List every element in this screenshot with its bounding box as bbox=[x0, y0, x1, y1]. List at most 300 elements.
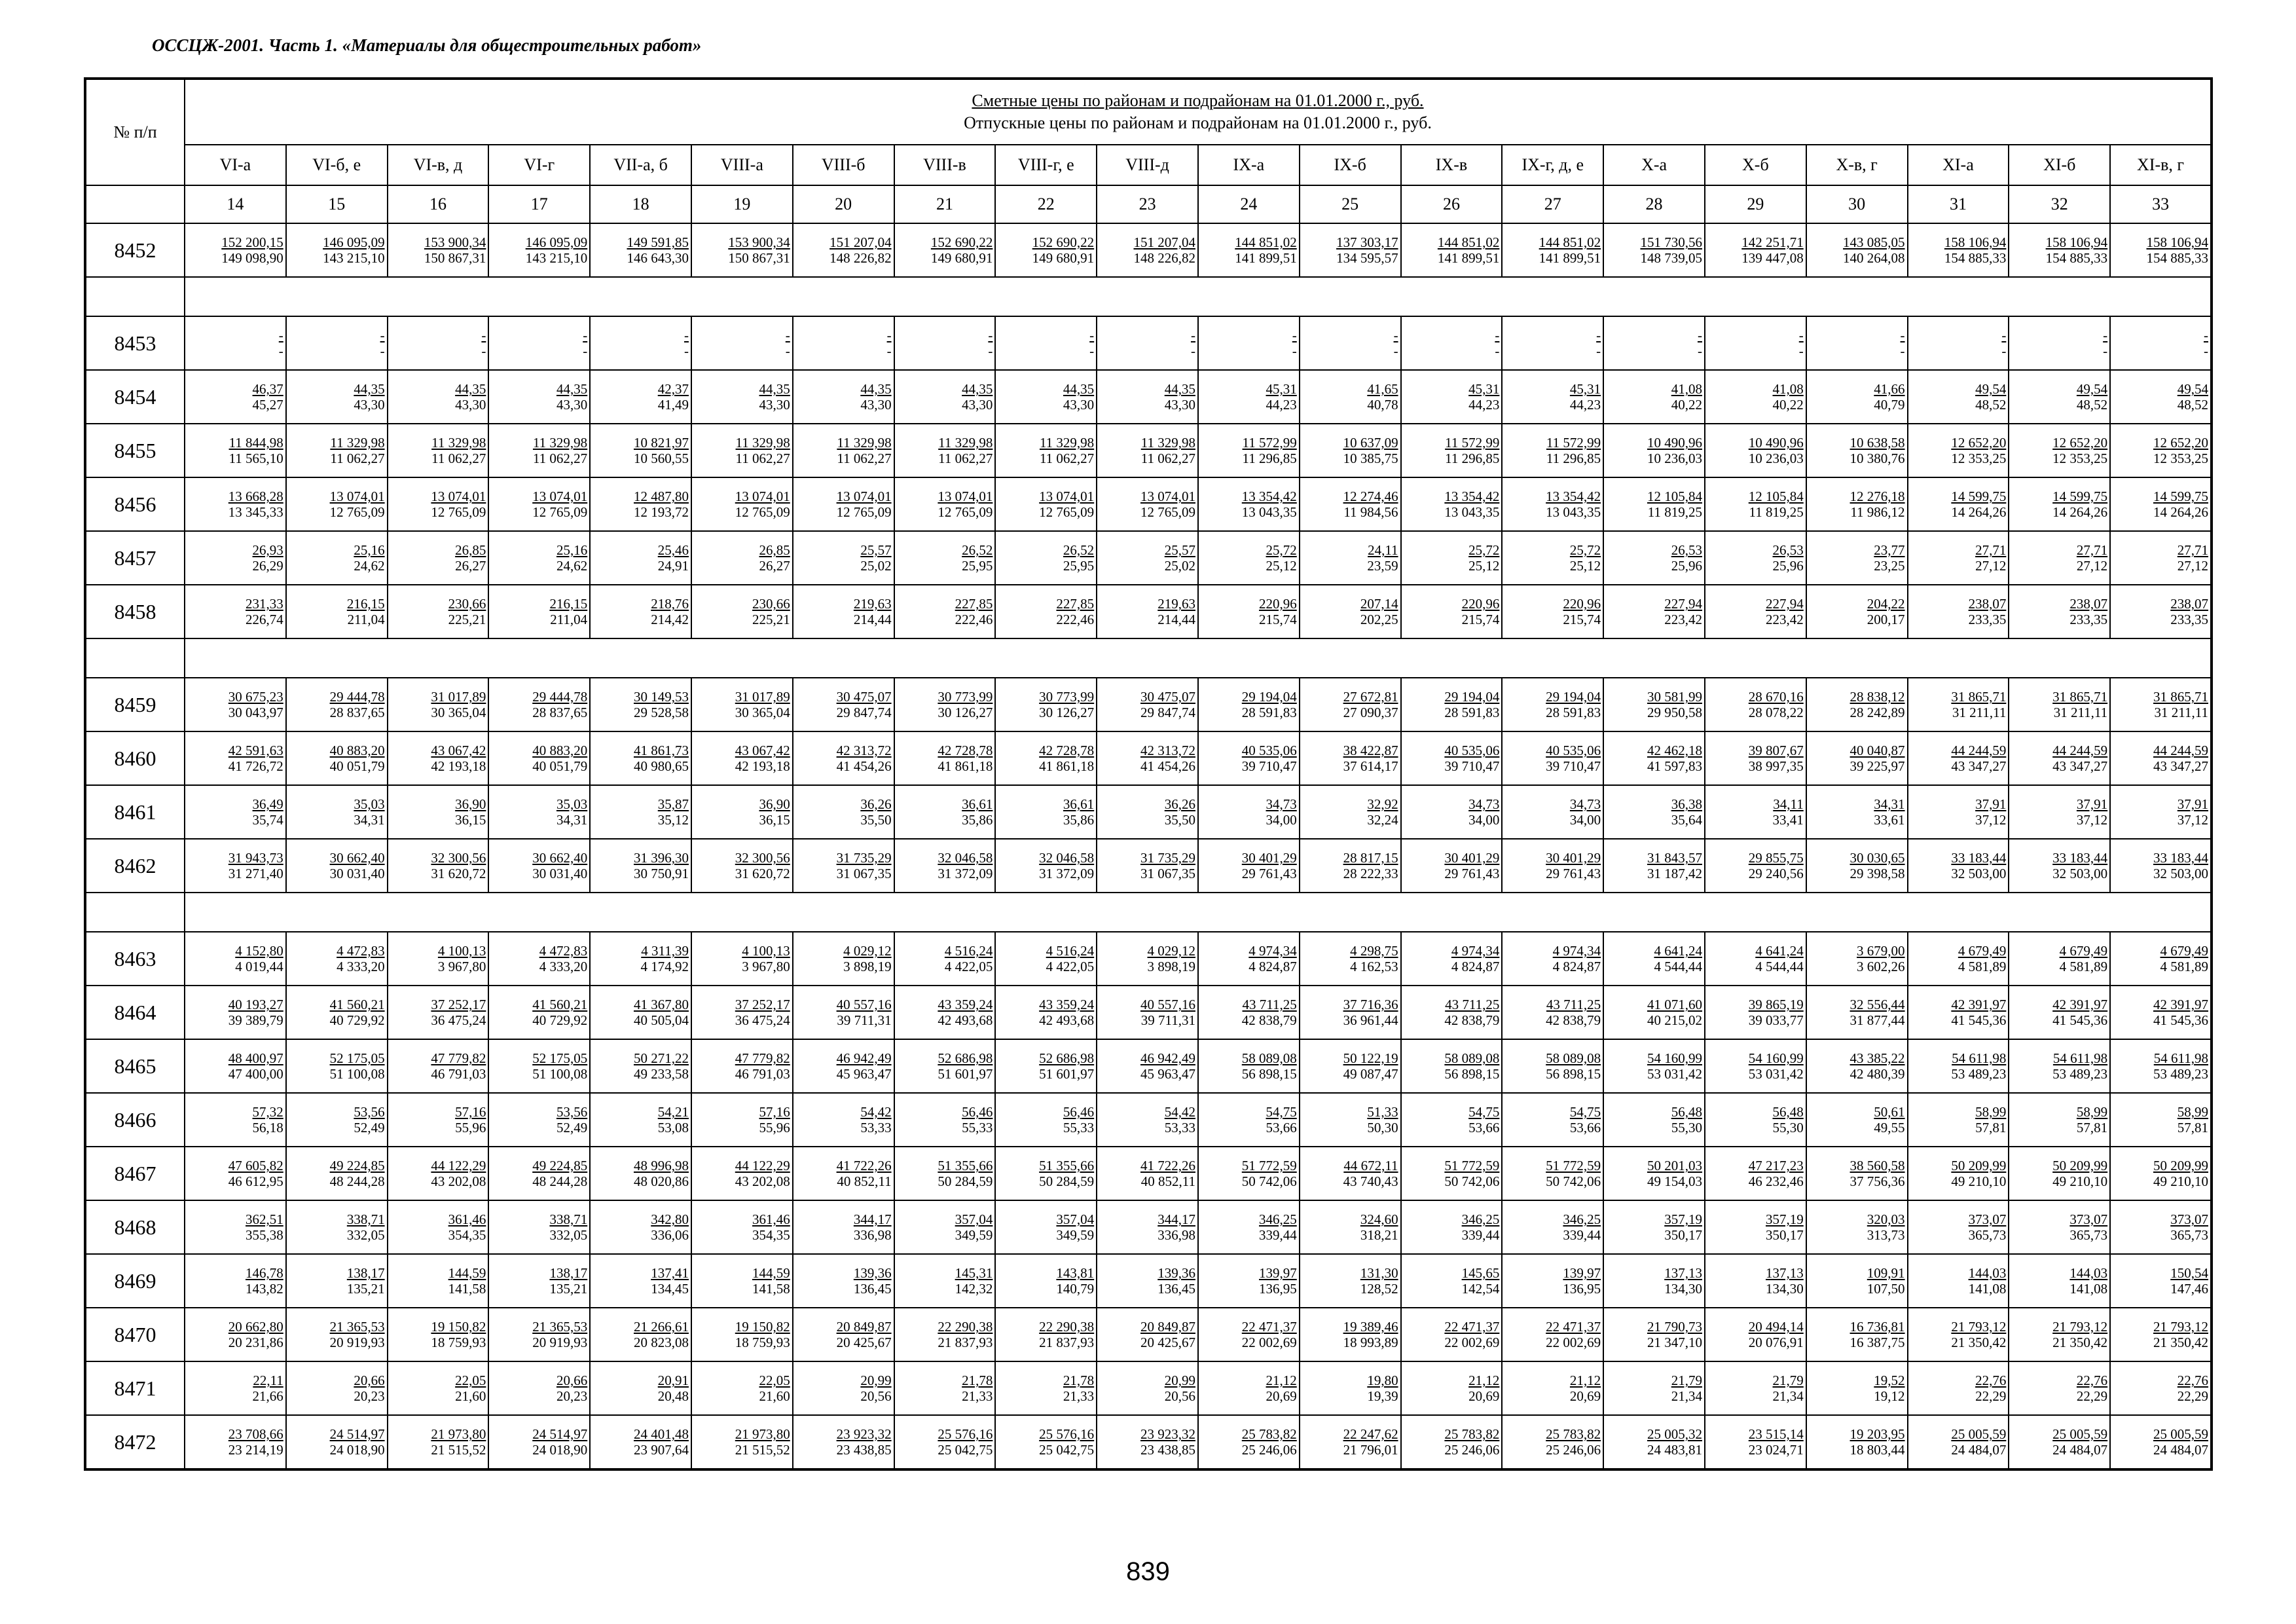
section-gap-row bbox=[85, 277, 2212, 316]
price-cell bbox=[185, 477, 286, 531]
estimated-price: 42 591,63 bbox=[228, 743, 283, 758]
release-price: 33,41 bbox=[1772, 812, 1804, 828]
estimated-price: 27,71 bbox=[2177, 542, 2208, 558]
price-cell bbox=[1705, 477, 1806, 531]
estimated-price: 10 490,96 bbox=[1748, 435, 1804, 451]
estimated-price: 27,71 bbox=[1975, 542, 2007, 558]
release-price: 223,42 bbox=[1766, 612, 1804, 627]
price-cell bbox=[793, 1093, 894, 1147]
release-price: 53 489,23 bbox=[2153, 1066, 2208, 1082]
release-price: 10 236,03 bbox=[1647, 451, 1702, 466]
release-price: 332,05 bbox=[346, 1227, 385, 1243]
release-price: 215,74 bbox=[1563, 612, 1601, 627]
release-price: 21 350,42 bbox=[2153, 1335, 2208, 1350]
release-price: 57,81 bbox=[2177, 1120, 2208, 1135]
price-cell bbox=[590, 585, 691, 638]
price-cell bbox=[1908, 678, 2009, 731]
estimated-price: 25,46 bbox=[657, 542, 689, 558]
row-id: 8462 bbox=[85, 839, 185, 893]
price-cell bbox=[1908, 316, 2009, 370]
estimated-price: 23 923,32 bbox=[836, 1426, 892, 1442]
price-cell bbox=[1502, 223, 1603, 277]
price-cell bbox=[286, 316, 388, 370]
release-price: 45,27 bbox=[252, 397, 283, 413]
price-cell bbox=[995, 1147, 1097, 1200]
estimated-price: 26,53 bbox=[1772, 542, 1804, 558]
release-price: 31 211,11 bbox=[2053, 705, 2108, 720]
release-price: 12 765,09 bbox=[938, 504, 993, 520]
estimated-price: 31 017,89 bbox=[735, 689, 790, 705]
estimated-price: 45,31 bbox=[1266, 381, 1297, 397]
estimated-price: 320,03 bbox=[1867, 1211, 1905, 1227]
release-price: 40 980,65 bbox=[633, 758, 689, 774]
release-price: 55,96 bbox=[455, 1120, 486, 1135]
estimated-price: 31 943,73 bbox=[228, 850, 283, 866]
table-title-row bbox=[85, 79, 2212, 145]
estimated-price: - bbox=[988, 327, 993, 343]
price-cell bbox=[2009, 477, 2110, 531]
price-cell bbox=[1097, 531, 1198, 585]
estimated-price: 41,66 bbox=[1874, 381, 1905, 397]
estimated-price: 22,05 bbox=[455, 1373, 486, 1388]
estimated-price: 41 560,21 bbox=[532, 997, 588, 1012]
estimated-price: 109,91 bbox=[1867, 1265, 1905, 1281]
estimated-price: 4 029,12 bbox=[843, 943, 892, 959]
estimated-price: 41,08 bbox=[1772, 381, 1804, 397]
region-header: VII-а, б bbox=[590, 145, 691, 185]
estimated-price: 30 773,99 bbox=[938, 689, 993, 705]
price-cell bbox=[1097, 932, 1198, 986]
release-price: 21 347,10 bbox=[1647, 1335, 1702, 1350]
region-header: VI-б, е bbox=[286, 145, 388, 185]
release-price: 11 062,27 bbox=[837, 451, 892, 466]
estimated-price: 11 329,98 bbox=[837, 435, 892, 451]
release-price: 40 729,92 bbox=[329, 1012, 385, 1028]
release-price: 12 765,09 bbox=[431, 504, 486, 520]
estimated-price: 19 389,46 bbox=[1343, 1319, 1398, 1335]
release-price: 143 215,10 bbox=[525, 250, 588, 266]
estimated-price: 29 444,78 bbox=[532, 689, 588, 705]
release-price: 29 761,43 bbox=[1241, 866, 1297, 881]
price-cell bbox=[1806, 370, 1908, 424]
price-cell bbox=[1705, 1254, 1806, 1308]
estimated-price: 26,93 bbox=[252, 542, 283, 558]
release-price: 30 126,27 bbox=[1039, 705, 1095, 720]
release-price: 23 024,71 bbox=[1748, 1442, 1804, 1458]
release-price: 20,69 bbox=[1569, 1388, 1601, 1404]
estimated-price: 146 095,09 bbox=[323, 234, 385, 250]
estimated-price: 25 005,59 bbox=[2153, 1426, 2208, 1442]
release-price: 55,30 bbox=[1772, 1120, 1804, 1135]
estimated-price: 21,79 bbox=[1671, 1373, 1702, 1388]
price-cell bbox=[1300, 1093, 1401, 1147]
release-price: 33,61 bbox=[1874, 812, 1905, 828]
price-cell bbox=[1300, 1361, 1401, 1415]
estimated-price: 12 274,46 bbox=[1343, 489, 1398, 504]
estimated-price: 31 865,71 bbox=[1951, 689, 2007, 705]
release-price: 339,44 bbox=[1563, 1227, 1601, 1243]
price-cell bbox=[2110, 585, 2212, 638]
price-cell bbox=[793, 1254, 894, 1308]
release-price: 30 365,04 bbox=[431, 705, 486, 720]
estimated-price: - bbox=[683, 327, 689, 343]
price-cell bbox=[2110, 1200, 2212, 1254]
price-cell bbox=[1806, 731, 1908, 785]
estimated-price: 40 557,16 bbox=[836, 997, 892, 1012]
estimated-price: 58 089,08 bbox=[1241, 1050, 1297, 1066]
estimated-price: 43 067,42 bbox=[431, 743, 486, 758]
estimated-price: 16 736,81 bbox=[1850, 1319, 1905, 1335]
release-price: 22,29 bbox=[2076, 1388, 2108, 1404]
release-price: 12 353,25 bbox=[1951, 451, 2007, 466]
release-price: 42 493,68 bbox=[938, 1012, 993, 1028]
estimated-price: 21 793,12 bbox=[2052, 1319, 2108, 1335]
estimated-price: 58,99 bbox=[2177, 1104, 2208, 1120]
release-price: 36 475,24 bbox=[735, 1012, 790, 1028]
price-cell bbox=[1705, 223, 1806, 277]
estimated-price: 21 790,73 bbox=[1647, 1319, 1702, 1335]
estimated-price: 137,13 bbox=[1664, 1265, 1702, 1281]
region-header: VIII-а bbox=[691, 145, 793, 185]
release-price: 11 062,27 bbox=[1039, 451, 1095, 466]
release-price: 28 591,83 bbox=[1546, 705, 1601, 720]
price-cell bbox=[1097, 1361, 1198, 1415]
price-cell bbox=[995, 839, 1097, 893]
estimated-price: 30 662,40 bbox=[329, 850, 385, 866]
price-cell bbox=[1908, 477, 2009, 531]
estimated-price: 19,80 bbox=[1367, 1373, 1398, 1388]
estimated-price: 145,65 bbox=[1461, 1265, 1500, 1281]
estimated-price: 44 244,59 bbox=[1951, 743, 2007, 758]
price-cell bbox=[1908, 531, 2009, 585]
release-price: 28 078,22 bbox=[1748, 705, 1804, 720]
release-price: 49 233,58 bbox=[633, 1066, 689, 1082]
price-cell bbox=[590, 1093, 691, 1147]
price-cell bbox=[995, 731, 1097, 785]
row-id: 8454 bbox=[85, 370, 185, 424]
release-price: 22,29 bbox=[2177, 1388, 2208, 1404]
price-cell bbox=[894, 1308, 996, 1361]
release-price: 39 711,31 bbox=[1140, 1012, 1195, 1028]
estimated-price: 22,76 bbox=[2177, 1373, 2208, 1388]
price-cell bbox=[1502, 1200, 1603, 1254]
release-price: 53,66 bbox=[1569, 1120, 1601, 1135]
estimated-price: 31 017,89 bbox=[431, 689, 486, 705]
estimated-price: 43 711,25 bbox=[1445, 997, 1500, 1012]
estimated-price: 344,17 bbox=[1157, 1211, 1195, 1227]
price-cell bbox=[2110, 731, 2212, 785]
release-price: 52,49 bbox=[556, 1120, 588, 1135]
table-row bbox=[85, 785, 2212, 839]
estimated-price: - bbox=[2204, 327, 2208, 343]
release-price: 36,15 bbox=[759, 812, 790, 828]
section-gap-row bbox=[85, 893, 2212, 932]
estimated-price: 11 329,98 bbox=[1140, 435, 1195, 451]
estimated-price: - bbox=[1495, 327, 1500, 343]
price-cell bbox=[388, 678, 489, 731]
release-price: 25 246,06 bbox=[1241, 1442, 1297, 1458]
estimated-price: 57,32 bbox=[252, 1104, 283, 1120]
estimated-price: 44,35 bbox=[860, 381, 892, 397]
estimated-price: 26,53 bbox=[1671, 542, 1702, 558]
release-price: 56 898,15 bbox=[1546, 1066, 1601, 1082]
estimated-price: 36,90 bbox=[759, 796, 790, 812]
column-number: 30 bbox=[1806, 185, 1908, 223]
estimated-price: 3 679,00 bbox=[1857, 943, 1905, 959]
price-cell bbox=[691, 839, 793, 893]
price-cell bbox=[488, 678, 590, 731]
release-price: 39 710,47 bbox=[1444, 758, 1500, 774]
price-cell bbox=[793, 370, 894, 424]
column-number: 25 bbox=[1300, 185, 1401, 223]
estimated-price: 27,71 bbox=[2076, 542, 2108, 558]
release-price: 25,95 bbox=[962, 558, 993, 574]
estimated-price: - bbox=[278, 327, 283, 343]
price-cell bbox=[1705, 585, 1806, 638]
estimated-price: 11 329,98 bbox=[938, 435, 993, 451]
price-cell bbox=[2110, 932, 2212, 986]
release-price: 20,23 bbox=[354, 1388, 385, 1404]
price-cell bbox=[488, 477, 590, 531]
release-price: 339,44 bbox=[1259, 1227, 1297, 1243]
estimated-price: 20,91 bbox=[657, 1373, 689, 1388]
estimated-price: 152 200,15 bbox=[221, 234, 283, 250]
estimated-price: 158 106,94 bbox=[2045, 234, 2108, 250]
estimated-price: 13 074,01 bbox=[836, 489, 892, 504]
price-cell bbox=[488, 370, 590, 424]
release-price: 37,12 bbox=[2076, 812, 2108, 828]
estimated-price: 20,99 bbox=[1164, 1373, 1195, 1388]
release-price: 12 765,09 bbox=[532, 504, 588, 520]
price-cell bbox=[590, 986, 691, 1039]
price-cell bbox=[1300, 839, 1401, 893]
column-number: 23 bbox=[1097, 185, 1198, 223]
estimated-price: 42,37 bbox=[657, 381, 689, 397]
release-price: 40 852,11 bbox=[837, 1173, 892, 1189]
price-cell bbox=[1806, 1147, 1908, 1200]
release-price: 13 043,35 bbox=[1241, 504, 1297, 520]
release-price: 4 581,89 bbox=[2160, 959, 2208, 974]
price-cell bbox=[894, 370, 996, 424]
price-cell bbox=[1603, 1415, 1705, 1469]
price-cell bbox=[894, 1093, 996, 1147]
estimated-price: 12 105,84 bbox=[1647, 489, 1702, 504]
estimated-price: 25 005,59 bbox=[1951, 1426, 2007, 1442]
price-cell bbox=[1300, 1415, 1401, 1469]
estimated-price: 44 122,29 bbox=[735, 1158, 790, 1173]
price-cell bbox=[1097, 785, 1198, 839]
release-price: 222,46 bbox=[955, 612, 993, 627]
price-cell bbox=[2110, 1147, 2212, 1200]
price-cell bbox=[286, 1093, 388, 1147]
estimated-price: 40 193,27 bbox=[228, 997, 283, 1012]
region-header: IX-г, д, е bbox=[1502, 145, 1603, 185]
price-cell bbox=[388, 424, 489, 477]
estimated-price: 12 105,84 bbox=[1748, 489, 1804, 504]
release-price: - bbox=[683, 343, 689, 359]
price-cell bbox=[590, 477, 691, 531]
price-cell bbox=[1603, 1093, 1705, 1147]
estimated-price: 151 730,56 bbox=[1640, 234, 1702, 250]
release-price: 42 193,18 bbox=[431, 758, 486, 774]
gap-cell bbox=[185, 277, 2212, 316]
column-number: 24 bbox=[1198, 185, 1300, 223]
release-price: 18 803,44 bbox=[1850, 1442, 1905, 1458]
release-price: - bbox=[1292, 343, 1297, 359]
price-cell bbox=[1300, 1200, 1401, 1254]
price-cell bbox=[2009, 785, 2110, 839]
estimated-price: 40 535,06 bbox=[1241, 743, 1297, 758]
release-price: 53 031,42 bbox=[1647, 1066, 1702, 1082]
release-price: 215,74 bbox=[1461, 612, 1500, 627]
estimated-price: 19,52 bbox=[1874, 1373, 1905, 1388]
release-price: 31 372,09 bbox=[938, 866, 993, 881]
price-cell bbox=[286, 785, 388, 839]
estimated-price: 144 851,02 bbox=[1539, 234, 1601, 250]
price-cell bbox=[388, 986, 489, 1039]
price-cell bbox=[1603, 316, 1705, 370]
release-price: 34,31 bbox=[354, 812, 385, 828]
table-row bbox=[85, 1200, 2212, 1254]
estimated-price: 29 855,75 bbox=[1748, 850, 1804, 866]
release-price: 141 899,51 bbox=[1539, 250, 1601, 266]
estimated-price: 13 668,28 bbox=[228, 489, 283, 504]
price-cell bbox=[286, 531, 388, 585]
release-price: 3 967,80 bbox=[437, 959, 486, 974]
estimated-price: 32 556,44 bbox=[1850, 997, 1905, 1012]
estimated-price: 41 722,26 bbox=[1140, 1158, 1195, 1173]
release-price: 222,46 bbox=[1056, 612, 1095, 627]
estimated-price: 28 817,15 bbox=[1343, 850, 1398, 866]
price-cell bbox=[590, 932, 691, 986]
estimated-price: 46 942,49 bbox=[1140, 1050, 1195, 1066]
release-price: 19,39 bbox=[1367, 1388, 1398, 1404]
release-price: 141,08 bbox=[1968, 1281, 2007, 1297]
release-price: 42 838,79 bbox=[1444, 1012, 1500, 1028]
estimated-price: 23,77 bbox=[1874, 542, 1905, 558]
price-cell bbox=[590, 1147, 691, 1200]
release-price: 23 214,19 bbox=[228, 1442, 283, 1458]
release-price: 12 765,09 bbox=[735, 504, 790, 520]
estimated-price: 10 490,96 bbox=[1647, 435, 1702, 451]
estimated-price: 238,07 bbox=[2069, 596, 2108, 612]
estimated-price: 54 160,99 bbox=[1748, 1050, 1804, 1066]
release-price: 42 838,79 bbox=[1546, 1012, 1601, 1028]
release-price: 53 489,23 bbox=[2052, 1066, 2108, 1082]
price-cell bbox=[1603, 1039, 1705, 1093]
price-cell bbox=[793, 678, 894, 731]
price-cell bbox=[1806, 678, 1908, 731]
release-price: - bbox=[886, 343, 892, 359]
price-cell bbox=[1300, 424, 1401, 477]
price-cell bbox=[2009, 585, 2110, 638]
estimated-price: 13 074,01 bbox=[1140, 489, 1195, 504]
estimated-price: 47 605,82 bbox=[228, 1158, 283, 1173]
release-price: 56,18 bbox=[252, 1120, 283, 1135]
price-cell bbox=[894, 785, 996, 839]
estimated-price: 30 581,99 bbox=[1647, 689, 1702, 705]
estimated-price: 4 641,24 bbox=[1654, 943, 1702, 959]
release-price: - bbox=[2103, 343, 2108, 359]
price-cell bbox=[590, 531, 691, 585]
estimated-price: 11 329,98 bbox=[735, 435, 790, 451]
release-price: 29 950,58 bbox=[1647, 705, 1702, 720]
release-price: 43,30 bbox=[1063, 397, 1095, 413]
estimated-price: 4 311,39 bbox=[641, 943, 689, 959]
release-price: 34,00 bbox=[1569, 812, 1601, 828]
price-cell bbox=[1401, 1254, 1503, 1308]
price-cell bbox=[1502, 531, 1603, 585]
row-id: 8456 bbox=[85, 477, 185, 531]
release-price: 41 597,83 bbox=[1647, 758, 1702, 774]
price-cell bbox=[286, 424, 388, 477]
price-cell bbox=[1908, 1254, 2009, 1308]
release-price: 43 347,27 bbox=[2153, 758, 2208, 774]
release-price: 11 062,27 bbox=[431, 451, 486, 466]
estimated-price: 25 005,32 bbox=[1647, 1426, 1702, 1442]
price-cell bbox=[1097, 316, 1198, 370]
price-cell bbox=[1603, 731, 1705, 785]
release-price: 11 565,10 bbox=[228, 451, 283, 466]
release-price: 202,25 bbox=[1360, 612, 1398, 627]
estimated-price: 373,07 bbox=[2170, 1211, 2208, 1227]
price-cell bbox=[1401, 1200, 1503, 1254]
price-cell bbox=[1300, 1254, 1401, 1308]
estimated-price: 220,96 bbox=[1461, 596, 1500, 612]
price-cell bbox=[894, 1415, 996, 1469]
price-cell bbox=[1603, 1308, 1705, 1361]
release-price: 41 861,18 bbox=[938, 758, 993, 774]
release-price: 39 033,77 bbox=[1748, 1012, 1804, 1028]
price-cell bbox=[1097, 223, 1198, 277]
estimated-price: 21,12 bbox=[1468, 1373, 1500, 1388]
price-cell bbox=[1401, 1415, 1503, 1469]
release-price: 48,52 bbox=[2076, 397, 2108, 413]
estimated-price: 35,03 bbox=[354, 796, 385, 812]
release-price: 365,73 bbox=[1968, 1227, 2007, 1243]
release-price: 53 031,42 bbox=[1748, 1066, 1804, 1082]
estimated-price: 12 652,20 bbox=[2052, 435, 2108, 451]
price-cell bbox=[488, 785, 590, 839]
gap-cell bbox=[185, 893, 2212, 932]
release-price: 32 503,00 bbox=[1951, 866, 2007, 881]
release-price: 41 454,26 bbox=[836, 758, 892, 774]
estimated-price: 20 849,87 bbox=[836, 1319, 892, 1335]
row-id: 8461 bbox=[85, 785, 185, 839]
price-cell bbox=[1502, 1093, 1603, 1147]
release-price: 53,33 bbox=[860, 1120, 892, 1135]
estimated-price: 54,75 bbox=[1569, 1104, 1601, 1120]
release-price: 40,78 bbox=[1367, 397, 1398, 413]
release-price: 149 680,91 bbox=[930, 250, 993, 266]
release-price: 25 042,75 bbox=[938, 1442, 993, 1458]
release-price: 149 680,91 bbox=[1032, 250, 1095, 266]
release-price: 42 193,18 bbox=[735, 758, 790, 774]
price-cell bbox=[286, 1361, 388, 1415]
release-price: 140,79 bbox=[1056, 1281, 1095, 1297]
price-cell bbox=[1198, 223, 1300, 277]
estimated-price: - bbox=[785, 327, 790, 343]
price-cell bbox=[1806, 223, 1908, 277]
price-cell bbox=[691, 678, 793, 731]
region-header-row bbox=[85, 145, 2212, 185]
price-cell bbox=[894, 1039, 996, 1093]
release-price: 200,17 bbox=[1867, 612, 1905, 627]
price-cell bbox=[1603, 1200, 1705, 1254]
price-cell bbox=[286, 1039, 388, 1093]
estimated-price: 338,71 bbox=[346, 1211, 385, 1227]
price-cell bbox=[388, 531, 489, 585]
